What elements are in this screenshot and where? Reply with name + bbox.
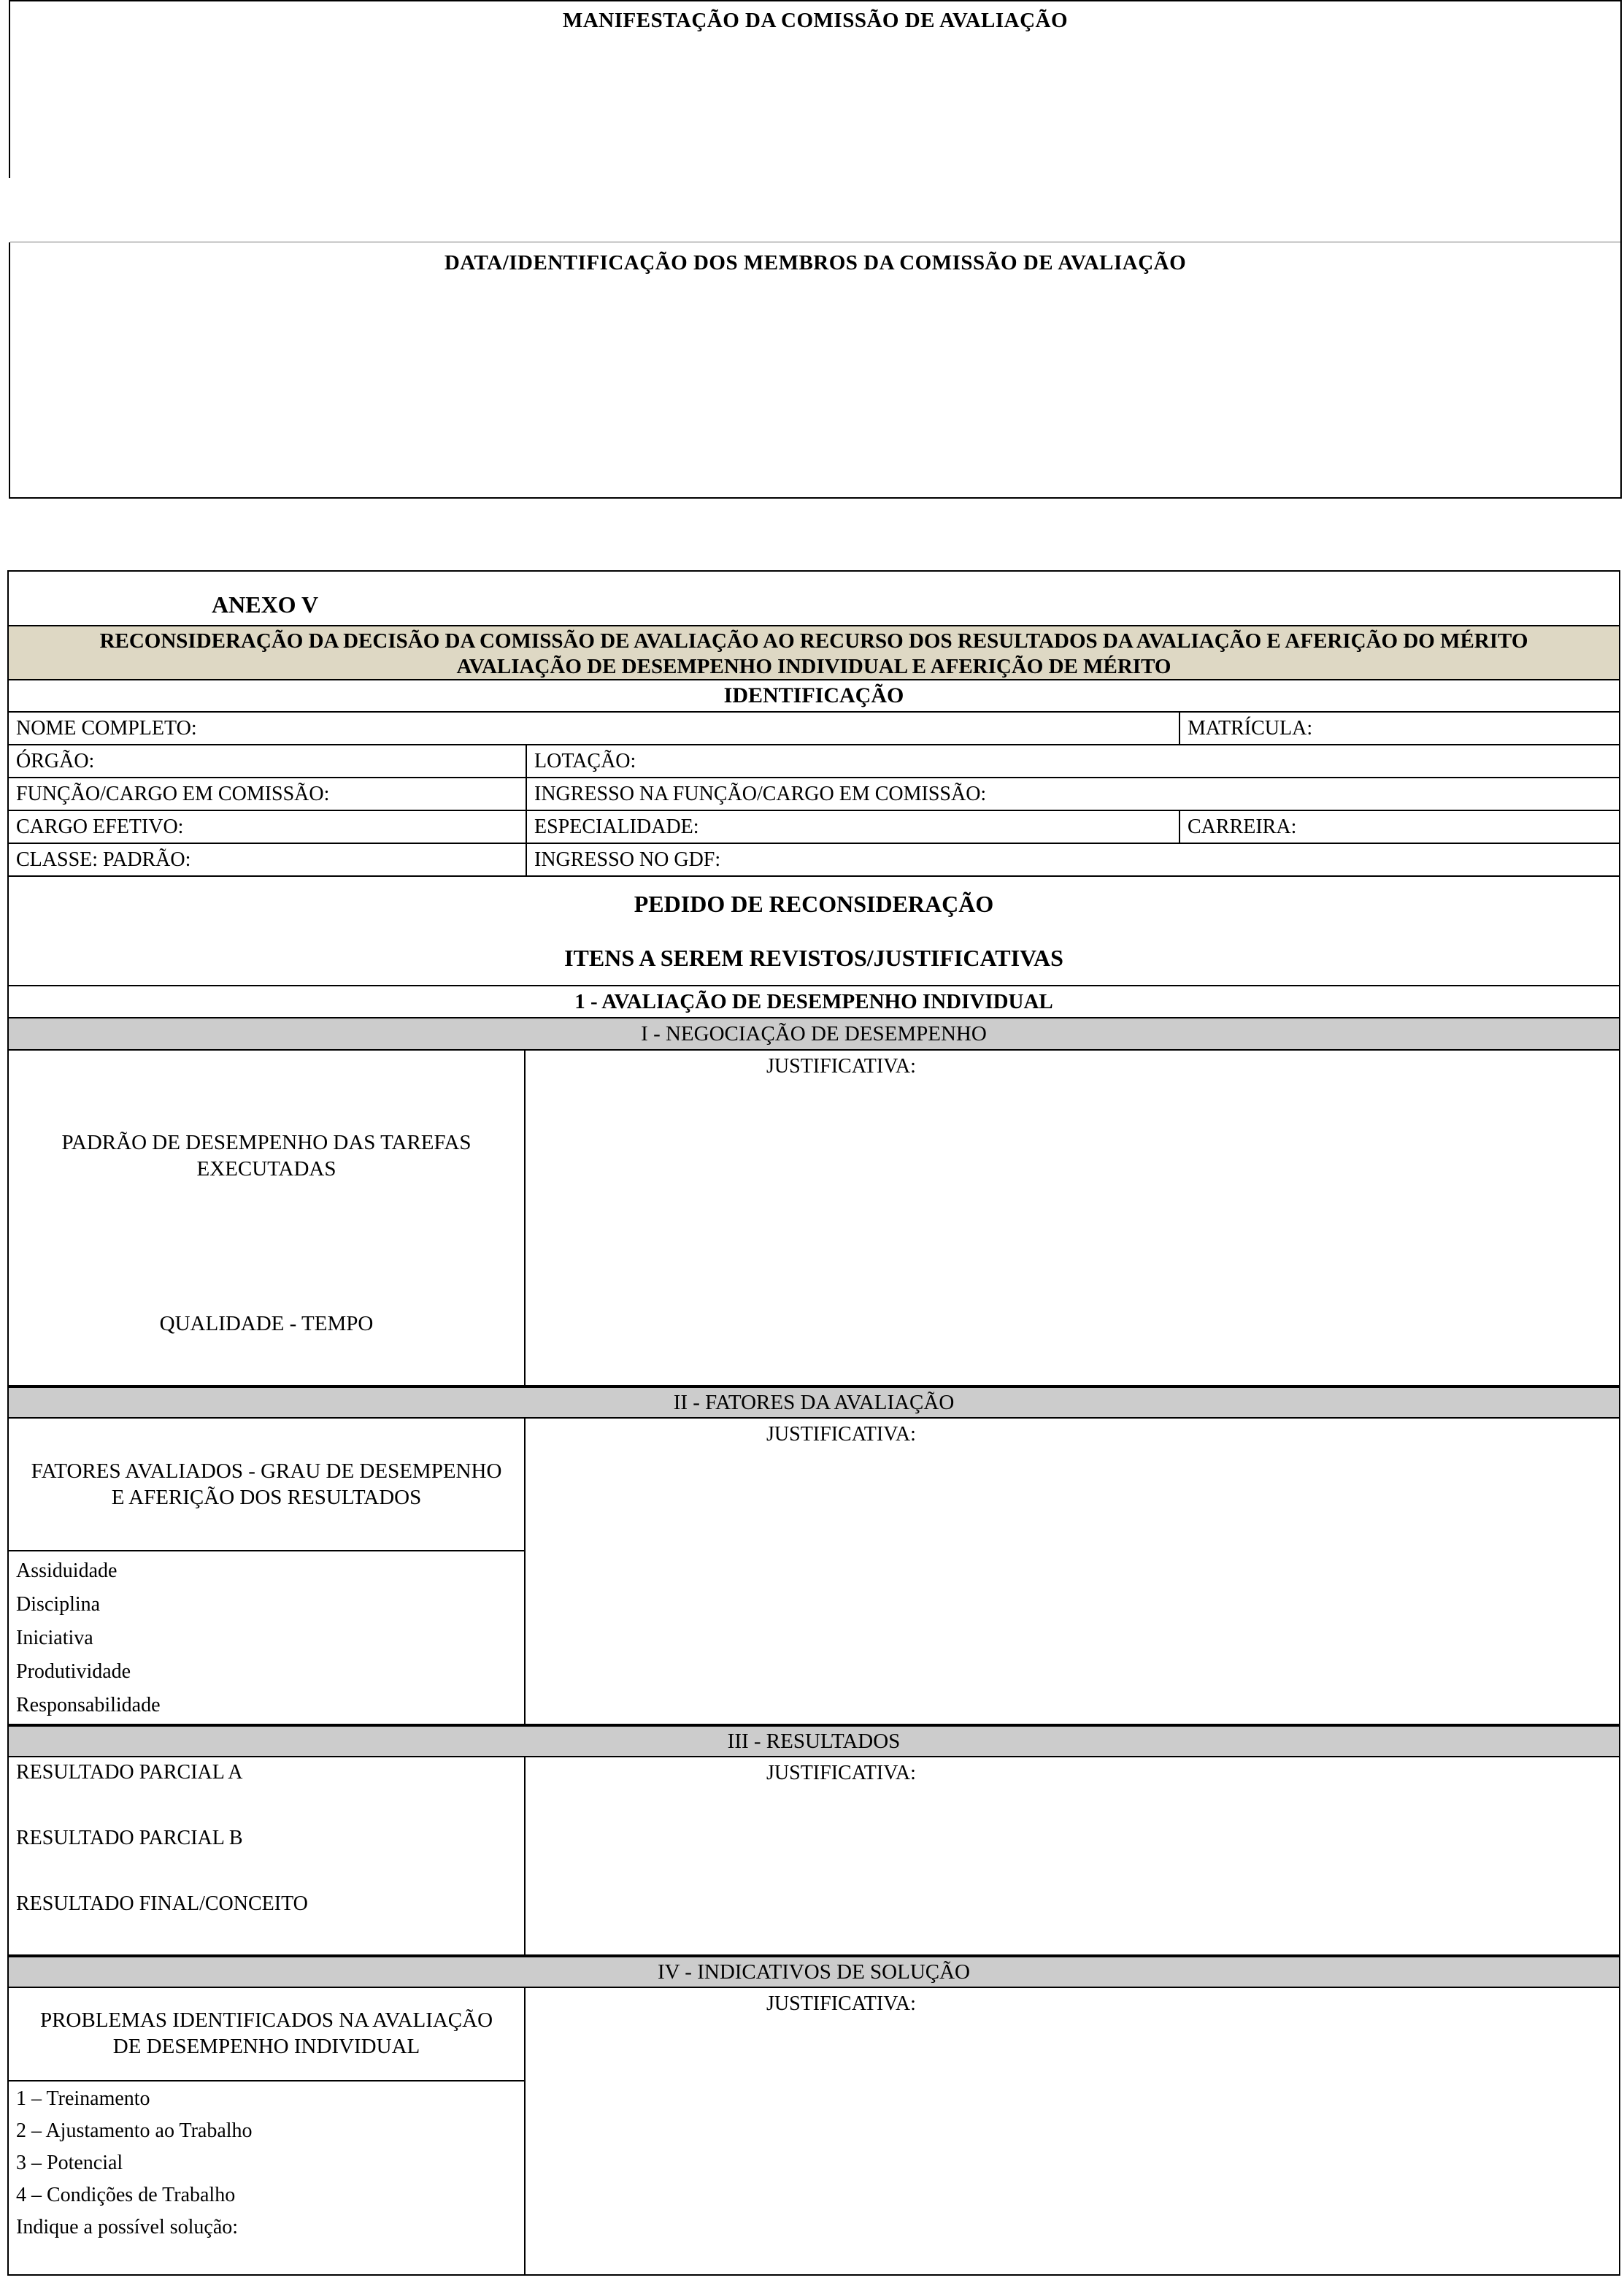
resultados-justificativa-area[interactable]	[526, 1757, 1619, 1954]
orgao-label: ÓRGÃO:	[16, 749, 95, 772]
list-item: RESULTADO PARCIAL A	[16, 1761, 243, 1784]
field-row-cargo	[9, 811, 1619, 844]
list-item: 2 – Ajustamento ao Trabalho	[16, 2119, 253, 2142]
indicativos-criteria-box	[9, 1988, 524, 2081]
negociacao-bottom: QUALIDADE - TEMPO	[159, 1312, 374, 1335]
negociacao-line-2: EXECUTADAS	[196, 1157, 336, 1181]
resultados-justificativa-label: JUSTIFICATIVA:	[766, 1762, 916, 1784]
section1-heading: 1 - AVALIAÇÃO DE DESEMPENHO INDIVIDUAL	[574, 989, 1053, 1013]
negociacao-line-1: PADRÃO DE DESEMPENHO DAS TAREFAS	[61, 1131, 472, 1154]
especialidade-label: ESPECIALIDADE:	[534, 815, 699, 838]
resultados-left	[9, 1757, 526, 1954]
list-item: 1 – Treinamento	[16, 2087, 150, 2110]
nome-field[interactable]	[9, 713, 1179, 744]
especialidade-field[interactable]	[526, 811, 1179, 843]
indicativos-band	[9, 1956, 1619, 1988]
list-item: Disciplina	[16, 1593, 101, 1616]
indicativos-heading: IV - INDICATIVOS DE SOLUÇÃO	[657, 1960, 970, 1984]
list-item: 4 – Condições de Trabalho	[16, 2184, 236, 2206]
field-row-orgao	[9, 745, 1619, 778]
manifestation-heading: MANIFESTAÇÃO DA COMISSÃO DE AVALIAÇÃO	[562, 9, 1069, 32]
identification-heading: IDENTIFICAÇÃO	[723, 683, 904, 707]
negociacao-justificativa-label: JUSTIFICATIVA:	[766, 1055, 916, 1078]
indicativos-justificativa-label: JUSTIFICATIVA:	[766, 1992, 916, 2015]
list-item: RESULTADO PARCIAL B	[16, 1827, 243, 1849]
band-line-1: RECONSIDERAÇÃO DA DECISÃO DA COMISSÃO DE AVALIAÇÃO AO RECURSO DOS RESULTADOS DA AVALIAÇÃO E AFERIÇÃO DO MÉRITO	[99, 629, 1528, 653]
members-heading: DATA/IDENTIFICAÇÃO DOS MEMBROS DA COMISSÃO DE AVALIAÇÃO	[444, 251, 1187, 275]
funcao-field[interactable]	[9, 778, 526, 810]
classe-label: CLASSE: PADRÃO:	[16, 848, 191, 871]
ingresso-gdf-field[interactable]	[526, 844, 1619, 875]
fatores-justificativa-area[interactable]	[526, 1419, 1619, 1724]
pedido-title: PEDIDO DE RECONSIDERAÇÃO	[634, 891, 994, 917]
pedido-row	[9, 877, 1619, 986]
cargo-efetivo-label: CARGO EFETIVO:	[16, 815, 184, 838]
list-item: RESULTADO FINAL/CONCEITO	[16, 1892, 308, 1915]
members-section	[10, 242, 1620, 275]
list-item: Assiduidade	[16, 1559, 118, 1582]
negociacao-criteria	[9, 1129, 524, 1182]
ingresso-gdf-label: INGRESSO NO GDF:	[534, 848, 721, 871]
ingresso-funcao-label: INGRESSO NA FUNÇÃO/CARGO EM COMISSÃO:	[534, 782, 987, 805]
classe-field[interactable]	[9, 844, 526, 875]
resultados-list	[9, 1740, 524, 1937]
commission-box	[9, 0, 1622, 499]
section1-heading-row	[9, 986, 1619, 1018]
identification-heading-row	[9, 680, 1619, 713]
band-line-2: AVALIAÇÃO DE DESEMPENHO INDIVIDUAL E AFERIÇÃO DE MÉRITO	[456, 655, 1171, 678]
indicativos-left	[9, 1988, 526, 2274]
list-item: Responsabilidade	[16, 1694, 161, 1716]
orgao-field[interactable]	[9, 745, 526, 777]
fatores-criteria	[9, 1458, 524, 1511]
funcao-label: FUNÇÃO/CARGO EM COMISSÃO:	[16, 782, 330, 805]
fatores-list	[9, 1551, 524, 1722]
annex-form	[7, 570, 1620, 2276]
matricula-label: MATRÍCULA:	[1188, 716, 1313, 740]
fatores-criteria-box	[9, 1419, 524, 1551]
carreira-field[interactable]	[1179, 811, 1619, 843]
list-item: Iniciativa	[16, 1627, 93, 1649]
fatores-body	[9, 1419, 1619, 1725]
manifestation-section	[10, 1, 1620, 242]
negociacao-band	[9, 1018, 1619, 1051]
indicativos-line-2: DE DESEMPENHO INDIVIDUAL	[112, 2035, 420, 2058]
lotacao-field[interactable]	[526, 745, 1619, 777]
carreira-label: CARREIRA:	[1188, 815, 1297, 838]
lotacao-label: LOTAÇÃO:	[534, 749, 636, 772]
indicativos-line-1: PROBLEMAS IDENTIFICADOS NA AVALIAÇÃO	[39, 2008, 493, 2032]
negociacao-body	[9, 1051, 1619, 1386]
field-row-funcao	[9, 778, 1619, 811]
indicativos-criteria	[9, 2007, 524, 2060]
indicativos-body	[9, 1988, 1619, 2274]
field-row-nome	[9, 713, 1619, 745]
fatores-heading: II - FATORES DA AVALIAÇÃO	[673, 1390, 955, 1414]
annex-title: ANEXO V	[212, 591, 319, 618]
ingresso-funcao-field[interactable]	[526, 778, 1619, 810]
annex-title-row	[9, 572, 1619, 626]
indicativos-list	[9, 2081, 524, 2244]
fatores-band	[9, 1386, 1619, 1419]
list-item: 3 – Potencial	[16, 2152, 123, 2174]
list-item: Produtividade	[16, 1660, 131, 1683]
negociacao-heading: I - NEGOCIAÇÃO DE DESEMPENHO	[641, 1021, 987, 1045]
cargo-efetivo-field[interactable]	[9, 811, 526, 843]
title-band	[9, 626, 1619, 680]
border-gap	[9, 178, 10, 242]
matricula-field[interactable]	[1179, 713, 1619, 744]
field-row-classe	[9, 844, 1619, 877]
list-item: Indique a possível solução:	[16, 2216, 239, 2238]
fatores-line-1: FATORES AVALIADOS - GRAU DE DESEMPENHO	[31, 1459, 502, 1483]
indicativos-justificativa-area[interactable]	[526, 1988, 1619, 2274]
pedido-subtitle: ITENS A SEREM REVISTOS/JUSTIFICATIVAS	[564, 945, 1063, 971]
resultados-heading: III - RESULTADOS	[727, 1729, 901, 1753]
nome-label: NOME COMPLETO:	[16, 716, 197, 740]
fatores-left	[9, 1419, 526, 1724]
negociacao-left	[9, 1051, 526, 1385]
fatores-justificativa-label: JUSTIFICATIVA:	[766, 1423, 916, 1446]
negociacao-justificativa-area[interactable]	[526, 1051, 1619, 1385]
fatores-line-2: E AFERIÇÃO DOS RESULTADOS	[111, 1486, 422, 1509]
resultados-body	[9, 1757, 1619, 1956]
